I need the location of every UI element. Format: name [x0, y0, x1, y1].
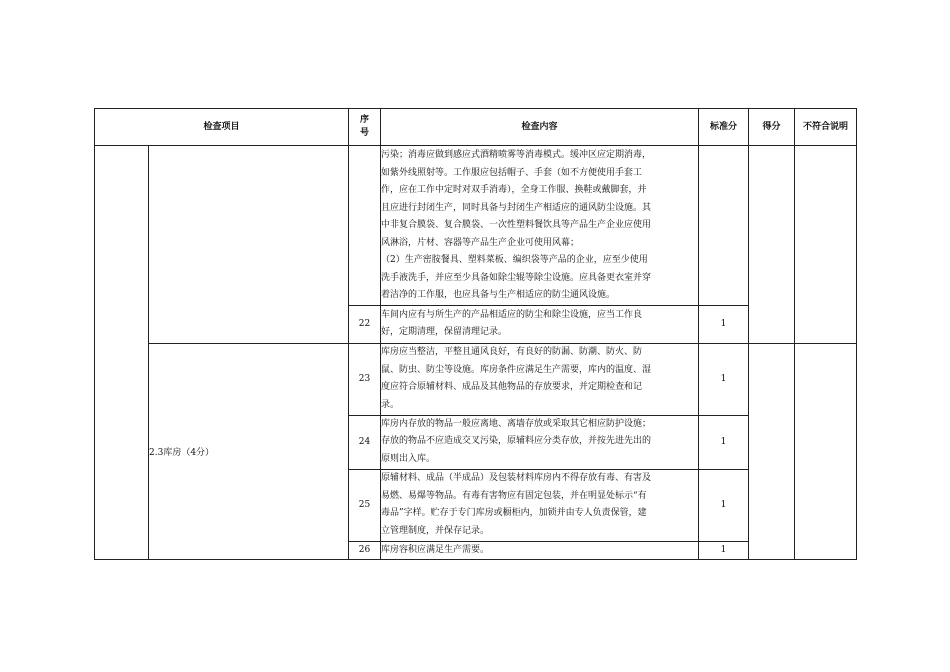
subcategory-cell-prev: [149, 146, 349, 344]
standard-cell: 1: [699, 343, 749, 415]
category-cell: [95, 146, 149, 560]
content-line: 易燃、易爆等物品。有毒有害物应有固定包装，并在明显处标示“有: [381, 490, 647, 501]
standard-cell: 1: [699, 305, 749, 343]
content-lines: [381, 344, 698, 414]
table-row: [95, 343, 857, 415]
score-cell: [749, 343, 795, 560]
content-line: 原则出入库。: [381, 453, 436, 464]
content-lines: [381, 470, 698, 540]
content-line: 库房容积应满足生产需要。: [381, 544, 490, 555]
content-line: 鼠、防虫、防尘等设施。库房条件应满足生产需要，库内的温度、湿: [381, 364, 652, 375]
content-cell: [381, 541, 699, 560]
content-lines: [381, 542, 698, 560]
content-line: 立管理制度，并保存记录。: [381, 525, 490, 536]
header-nonconform: 不符合说明: [795, 109, 857, 146]
content-line: 洗手液洗手，并应至少具备如除尘辊等除尘设施。应具备更衣室并穿: [381, 272, 652, 283]
standard-cell: 1: [699, 541, 749, 560]
table-header-row: [95, 109, 857, 146]
seq-cell: 25: [349, 469, 381, 541]
content-line: 如紫外线照射等。工作服应包括帽子、手套（如不方便使用手套工: [381, 167, 643, 178]
content-line: 库房内存放的物品一般应离地、离墙存放或采取其它相应防护设施；: [381, 418, 652, 429]
content-line: 好，定期清理，保留清理记录。: [381, 327, 508, 337]
content-paragraph-1: [381, 147, 698, 252]
nonconform-cell: [795, 343, 857, 560]
content-line: 度应符合原辅材料、成品及其他物品的存放要求，并定期检查和记: [381, 382, 643, 392]
content-lines: [381, 416, 698, 469]
content-line: 作，应在工作中定时对双手消毒），全身工作服、换鞋或戴脚套，并: [381, 185, 647, 195]
content-line: （2）生产密胺餐具、塑料菜板、编织袋等产品的企业，应至少使用: [381, 255, 648, 265]
subcategory-cell: 2.3库房（4分）: [149, 343, 349, 560]
seq-cell: 23: [349, 343, 381, 415]
content-line: 车间内应有与所生产的产品相适应的防尘和除尘设施，应当工作良: [381, 309, 643, 320]
content-line: 毒品”字样。贮存于专门库房或橱柜内，加锁并由专人负责保管，建: [381, 508, 647, 518]
content-line: 风淋浴，片材、容器等产品生产企业可使用风幕；: [381, 237, 580, 248]
content-line: 录。: [381, 399, 400, 410]
standard-cell: 1: [699, 415, 749, 469]
content-line: 中非复合膜袋、复合膜袋、一次性塑料餐饮具等产品生产企业应使用: [381, 220, 652, 230]
seq-cell: 24: [349, 415, 381, 469]
score-cell-prev: [749, 146, 795, 344]
inspection-table: [94, 108, 857, 560]
content-line: 库房应当整洁，平整且通风良好，有良好的防漏、防潮、防火、防: [381, 347, 643, 357]
header-standard: 标准分: [699, 109, 749, 146]
content-line: 原辅材料、成品（半成品）及包装材料库房内不得存放有毒、有害及: [381, 473, 652, 483]
header-seq-line1: 序: [360, 115, 370, 125]
seq-cell: 26: [349, 541, 381, 560]
content-line: 且应进行封闭生产，同时具备与封闭生产相适应的通风防尘设施。其: [381, 202, 652, 213]
header-item: 检查项目: [95, 109, 349, 146]
standard-cell: 1: [699, 469, 749, 541]
table-row: [95, 146, 857, 306]
content-cell: [381, 415, 699, 469]
nonconform-cell-prev: [795, 146, 857, 344]
content-lines: [381, 307, 698, 342]
content-line: 存放的物品不应造成交叉污染，原辅料应分类存放，并按先进先出的: [381, 436, 652, 447]
content-paragraph-2: [381, 252, 698, 305]
header-seq: [349, 109, 381, 146]
header-content: 检查内容: [381, 109, 699, 146]
content-line: 着洁净的工作服，也应具备与生产相适应的防尘通风设施。: [381, 290, 616, 300]
content-cell: [381, 305, 699, 343]
header-seq-line2: 号: [360, 128, 370, 138]
seq-cell: 22: [349, 305, 381, 343]
seq-cell-continued: [349, 146, 381, 306]
content-cell: [381, 469, 699, 541]
content-cell: [381, 343, 699, 415]
content-cell-continued: [381, 146, 699, 306]
standard-cell-continued: [699, 146, 749, 306]
content-line: 污染；消毒应做到感应式酒精喷雾等消毒模式。缓冲区应定期消毒，: [381, 150, 652, 160]
header-score: 得分: [749, 109, 795, 146]
